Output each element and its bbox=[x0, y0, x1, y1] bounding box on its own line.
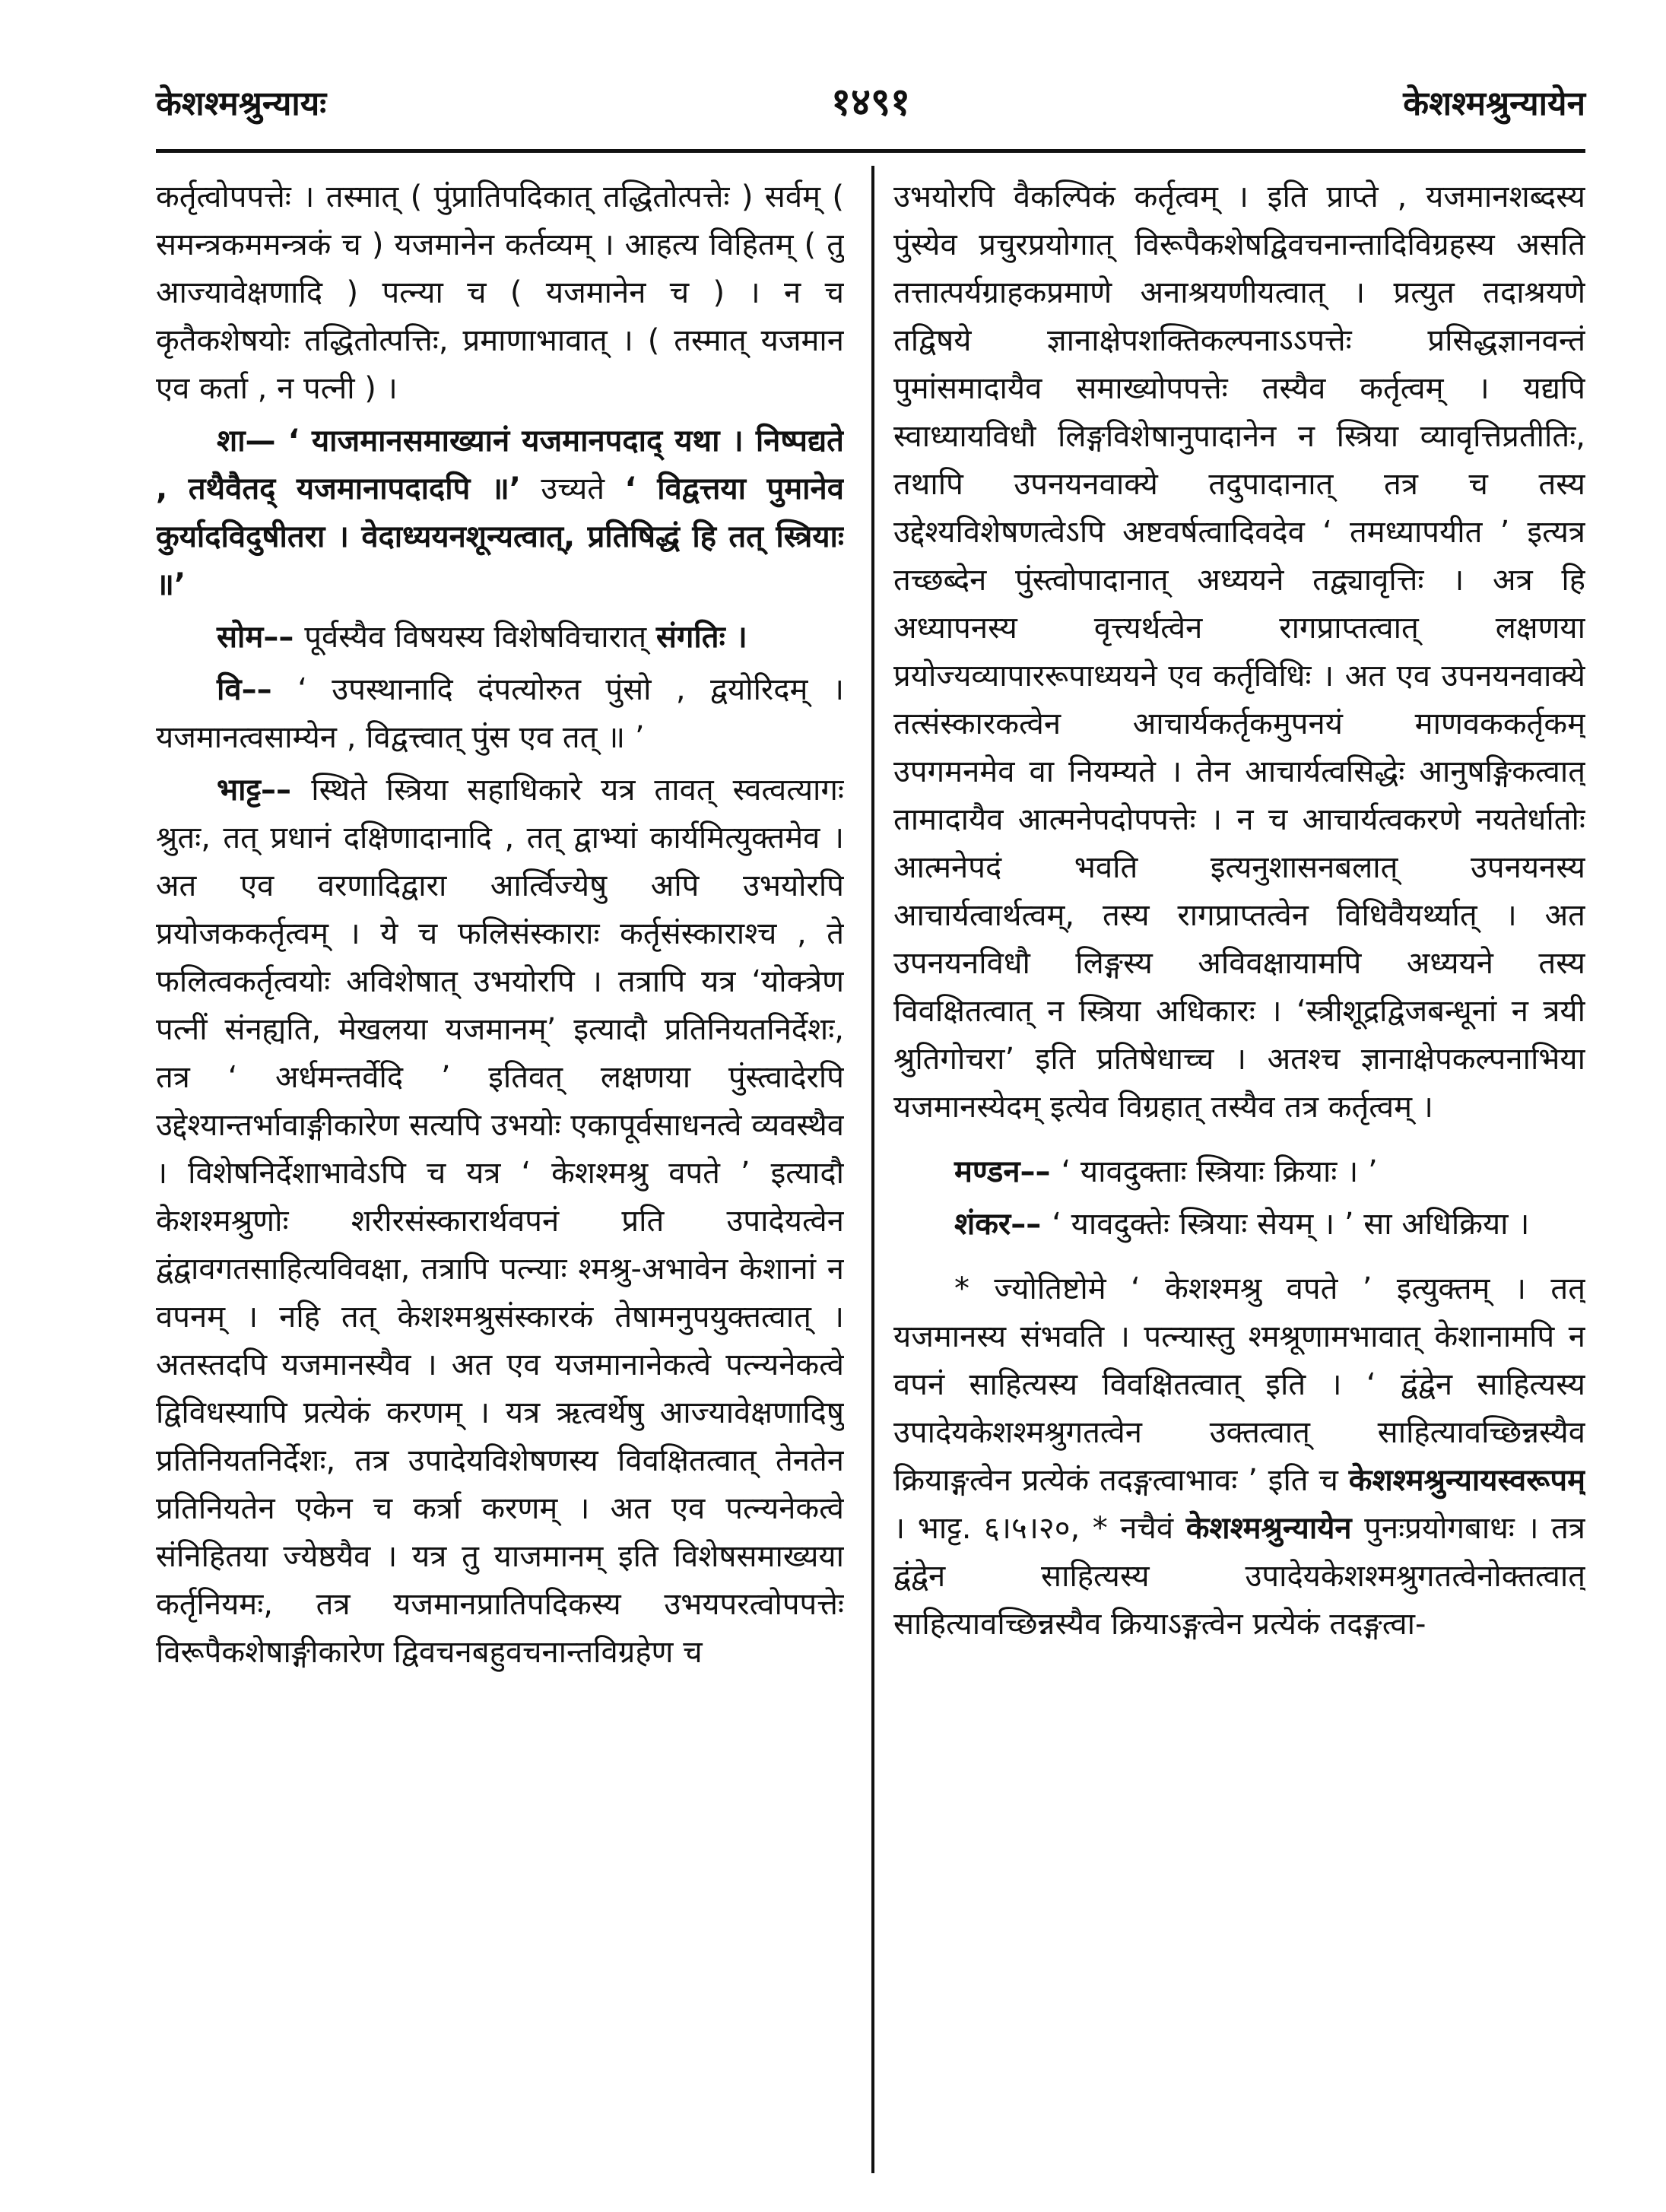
verse-intro: उच्यते bbox=[541, 471, 605, 506]
commentary-label-bhatta: भाट्ट–– bbox=[217, 773, 312, 808]
right-paragraph-3 bbox=[893, 1201, 1585, 1249]
page-header bbox=[156, 75, 1585, 143]
footnote-text: * ज्योतिष्टोमे ‘ केशश्मश्रु वपते ’ इत्युक्तम् । तत् यजमानस्य संभवति । पत्न्यास्तु श्मश्रूणामभावात् केशानामपि न वपनं साहित्यस्य विवक्षितत्वात् इति । ‘ द्वंद्वेन साहित्यस्य उपादेयकेशश्मश्रुगतत्वेन उक्तत्वात् साहित्यावच्छिन्नस्यैव क्रियाङ्गत्वेन प्रत्येकं तदङ्गत्वाभावः ’ इति च bbox=[893, 1271, 1585, 1498]
soma-text: पूर्वस्यैव विषयस्य विशेषविचारात् bbox=[304, 620, 656, 655]
right-paragraph-2 bbox=[893, 1148, 1585, 1196]
left-column bbox=[156, 173, 844, 2173]
left-paragraph-3 bbox=[156, 614, 844, 662]
commentary-label-mandana: मण्डन–– bbox=[954, 1154, 1061, 1189]
right-paragraph-1: उभयोरपि वैकल्पिकं कर्तृत्वम् । इति प्राप्ते , यजमानशब्दस्य पुंस्येव प्रचुरप्रयोगात् विरूपैकशेषद्विवचनान्तादिविग्रहस्य असति तत्तात्पर्यग्राहकप्रमाणे अनाश्रयणीयत्वात् । प्रत्युत तदाश्रयणे तद्विषये ज्ञानाक्षेपशक्तिकल्पनाऽऽपत्तेः प्रसिद्धज्ञानवन्तं पुमांसमादायैव समाख्योपपत्तेः तस्यैव कर्तृत्वम् । यद्यपि स्वाध्यायविधौ लिङ्गविशेषानुपादानेन न स्त्रिया व्यावृत्तिप्रतीतिः, तथापि उपनयनवाक्ये तदुपादानात् तत्र च तस्य उद्देश्यविशेषणत्वेऽपि अष्टवर्षत्वादिवदेव ‘ तमध्यापयीत ’ इत्यत्र तच्छब्देन पुंस्त्वोपादानात् अध्ययने तद्व्यावृत्तिः । अत्र हि अध्यापनस्य वृत्त्यर्थत्वेन रागप्राप्तत्वात् लक्षणया प्रयोज्यव्यापाररूपाध्ययने एव कर्तृविधिः । अत एव उपनयनवाक्ये तत्संस्कारकत्वेन आचार्यकर्तृकमुपनयं माणवककर्तृकम् उपगमनमेव वा नियम्यते । तेन आचार्यत्वसिद्धेः आनुषङ्गिकत्वात् तामादायैव आत्मनेपदोपपत्तेः । न च आचार्यत्वकरणे नयतेर्धातोः आत्मनेपदं भवति इत्यनुशासनबलात् उपनयनस्य आचार्यत्वार्थत्वम्, तस्य रागप्राप्तत्वेन विधिवैयर्थ्यात् । अत उपनयनविधौ लिङ्गस्य अविवक्षायामपि अध्ययने तस्य विवक्षितत्वात् न स्त्रिया अधिकारः । ‘स्त्रीशूद्रद्विजबन्धूनां न त्रयी श्रुतिगोचरा’ इति प्रतिषेधाच्च । अतश्च ज्ञानाक्षेपकल्पनाभिया यजमानस्येदम् इत्येव विग्रहात् तस्यैव तत्र कर्तृत्वम् । bbox=[893, 179, 1585, 1125]
header-left-title: केशश्मश्रुन्यायः bbox=[156, 84, 327, 123]
left-paragraph-1: कर्तृत्वोपपत्तेः । तस्मात् ( पुंप्रातिपदिकात् तद्धितोत्पत्तेः ) सर्वम् ( समन्त्रकममन्त्रकं च ) यजमानेन कर्तव्यम् । आहत्य विहितम् ( तु आज्यावेक्षणादि ) पत्न्या च ( यजमानेन च ) । न च कृतैकशेषयोः तद्धितोत्पत्तिः, प्रमाणाभावात् । ( तस्मात् यजमान एव कर्ता , न पत्नी ) । bbox=[156, 179, 844, 406]
commentary-label-soma: सोम–– bbox=[217, 620, 305, 655]
footnote-ref: । भाट्ट. ६।५।२०, * नचैवं bbox=[893, 1511, 1174, 1546]
commentary-label-shankara: शंकर–– bbox=[954, 1207, 1052, 1242]
vi-text: ‘ उपस्थानादि दंपत्योरुत पुंसो , द्वयोरिदम् । यजमानत्वसाम्येन , विद्वत्त्वात् पुंस एव तत् ॥ ’ bbox=[156, 672, 844, 755]
shankara-text: ‘ यावदुक्तेः स्त्रियाः सेयम् । ’ सा अधिक्रिया । bbox=[1052, 1207, 1530, 1242]
page-number: १४९१ bbox=[831, 80, 910, 124]
bhatta-text: स्थिते स्त्रिया सहाधिकारे यत्र तावत् स्वत्वत्यागः श्रुतः, तत् प्रधानं दक्षिणादानादि , तत् द्वाभ्यां कार्यमित्युक्तमेव । अत एव वरणादिद्वारा आर्त्विज्येषु अपि उभयोरपि प्रयोजककर्तृत्वम् । ये च फलिसंस्काराः कर्तृसंस्काराश्च , ते फलित्वकर्तृत्वयोः अविशेषात् उभयोरपि । तत्रापि यत्र ‘योक्त्रेण पत्नीं संनह्यति, मेखलया यजमानम्’ इत्यादौ प्रतिनियतनिर्देशः, तत्र ‘ अर्धमन्तर्वेदि ’ इतिवत् लक्षणया पुंस्त्वादेरपि उद्देश्यान्तर्भावाङ्गीकारेण सत्यपि उभयोः एकापूर्वसाधनत्वे व्यवस्थैव । विशेषनिर्देशाभावेऽपि च यत्र ‘ केशश्मश्रु वपते ’ इत्यादौ केशश्मश्रुणोः शरीरसंस्कारार्थवपनं प्रति उपादेयत्वेन द्वंद्वावगतसाहित्यविवक्षा, तत्रापि पत्न्याः श्मश्रु-अभावेन केशानां न वपनम् । नहि तत् केशश्मश्रुसंस्कारकं तेषामनुपयुक्तत्वात् । अतस्तदपि यजमानस्यैव । अत एव यजमानानेकत्वे पत्न्यनेकत्वे द्विविधस्यापि प्रत्येकं करणम् । यत्र ऋत्वर्थेषु आज्यावेक्षणादिषु प्रतिनियतनिर्देशः, तत्र उपादेयविशेषणस्य विवक्षितत्वात् तेनतेन प्रतिनियतेन एकेन च कर्त्रा करणम् । अत एव पत्न्यनेकत्वे संनिहितया ज्येष्ठयैव । यत्र तु याजमानम् इति विशेषसमाख्यया कर्तृनियमः, तत्र यजमानप्रातिपदिकस्य उभयपरत्वोपपत्तेः विरूपैकशेषाङ्गीकारेण द्विवचनबहुवचनान्तविग्रहेण च bbox=[156, 773, 844, 1670]
verse-1: ‘ याजमानसमाख्यानं यजमानपदाद् यथा । निष्पद्यते , तथैवैतद् यजमानापदादपि ॥’ bbox=[156, 424, 844, 506]
footnote-end: पुनःप्रयोगबाधः । तत्र द्वंद्वेन साहित्यस्य उपादेयकेशश्मश्रुगतत्वेनोक्तत्वात् साहित्यावच्छिन्नस्यैव क्रियाऽङ्गत्वेन प्रत्येकं तदङ्गत्वा- bbox=[893, 1511, 1585, 1642]
left-paragraph-5 bbox=[156, 766, 844, 1677]
column-divider bbox=[871, 166, 874, 2173]
verse-2: ‘ विद्वत्तया पुमानेव कुर्यादविदुषीतरा । वेदाध्ययनशून्यत्वात्, प्रतिषिद्धं हि तत् स्त्रियाः ॥’ bbox=[156, 471, 844, 602]
sangati-text: संगतिः । bbox=[655, 620, 747, 655]
header-right-title: केशश्मश्रुन्यायेन bbox=[1403, 84, 1585, 123]
right-column bbox=[893, 173, 1585, 2173]
left-paragraph-2 bbox=[156, 417, 844, 609]
commentary-label-sha: शा— bbox=[217, 424, 288, 459]
nyaya-title-1: केशश्मश्रुन्यायस्वरूपम् bbox=[1348, 1463, 1585, 1498]
left-paragraph-4 bbox=[156, 666, 844, 762]
mandana-text: ‘ यावदुक्ताः स्त्रियाः क्रियाः । ’ bbox=[1061, 1154, 1378, 1189]
nyaya-title-2: केशश्मश्रुन्यायेन bbox=[1185, 1511, 1352, 1546]
header-rule bbox=[156, 149, 1585, 153]
right-paragraph-4 bbox=[893, 1265, 1585, 1649]
commentary-label-vi: वि–– bbox=[217, 672, 298, 707]
